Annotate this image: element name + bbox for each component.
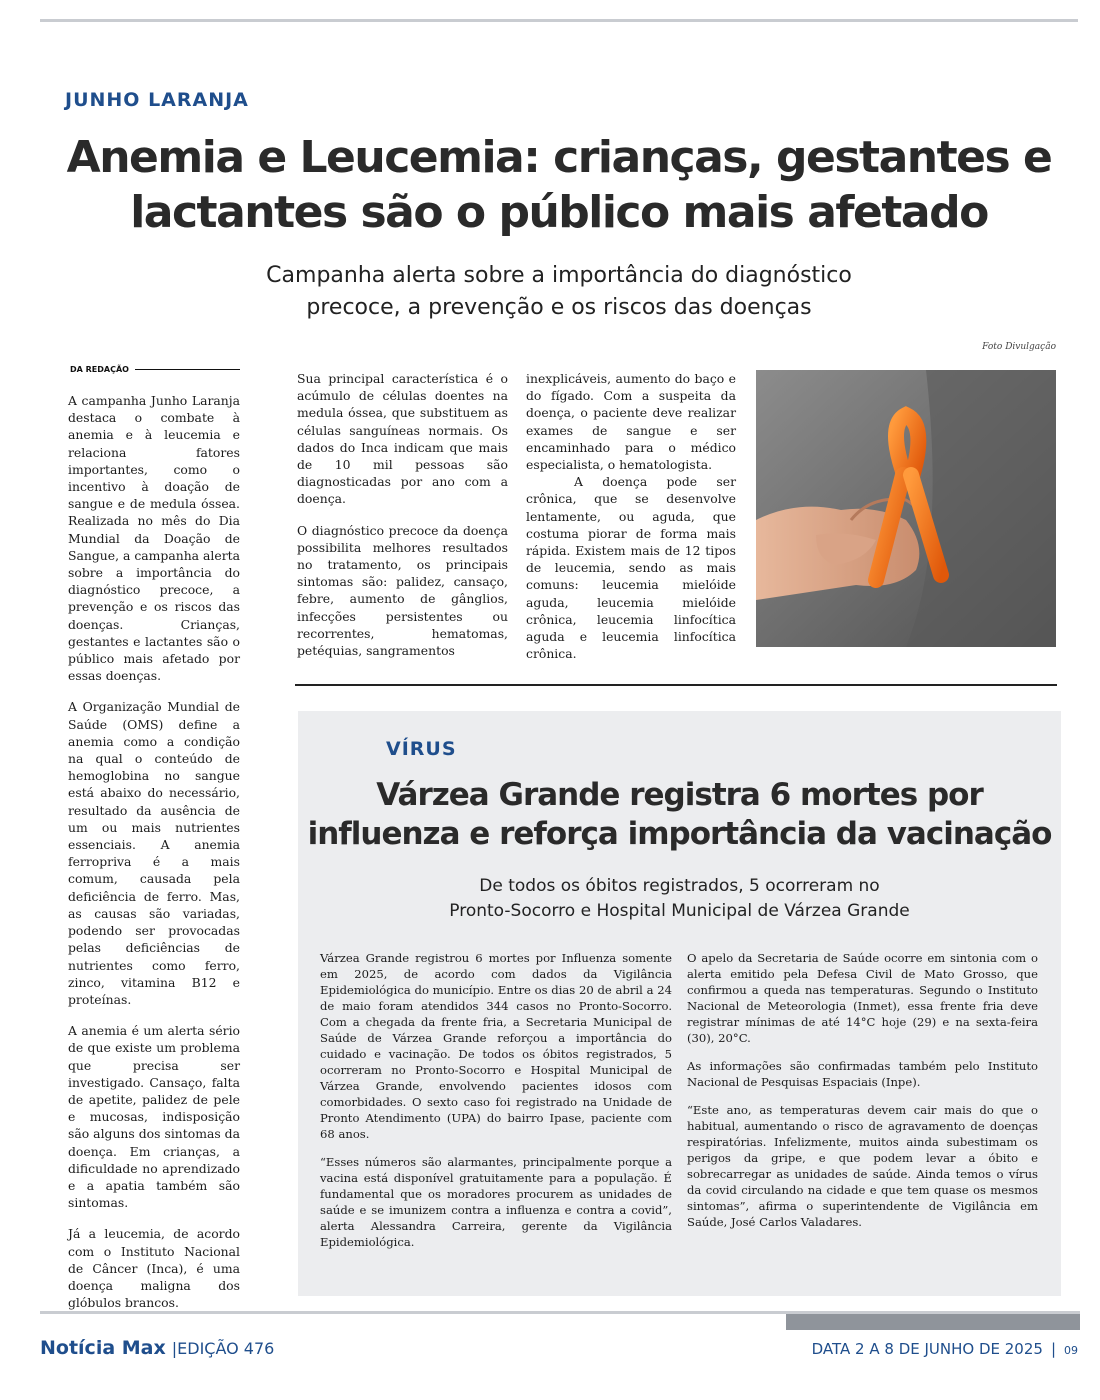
ribbon-photo: [756, 370, 1056, 647]
article-column-2: [297, 370, 508, 673]
paragraph: O apelo da Secretaria de Saúde ocorre em sintonia com o alerta emitido pela Defesa Civil de Mato Grosso, que confirmou a queda nas temperaturas. Segundo o Instituto Nacional de Meteorologia (Inmet), essa frente fria deve registrar mínimas de até 14°C hoje (29) e na sexta-feira (30), 20°C.: [687, 951, 1038, 1045]
article-headline: [40, 130, 1078, 240]
footer-brand: Notícia Max: [40, 1337, 166, 1359]
paragraph: Já a leucemia, de acordo com o Instituto Nacional de Câncer (Inca), é uma doença maligna dos glóbulos brancos.: [68, 1226, 240, 1311]
page-number: 09: [1064, 1344, 1078, 1357]
article-deck: [40, 260, 1078, 324]
paragraph: “Esses números são alarmantes, principalmente porque a vacina está disponível gratuitamente para a população. É fundamental que os moradores procurem as unidades de saúde e se imunizem contra a influenza e contra a covid”, alerta Alessandra Carreira, gerente da Vigilância Epidemiológica.: [320, 1155, 672, 1249]
paragraph: O diagnóstico precoce da doença possibilita melhores resultados no tratamento, os principais sintomas são: palidez, cansaço, febre, aumento de gânglios, infecções persistentes ou recorrentes, hematomas, petéquias, sangramentos: [297, 522, 508, 659]
headline-line: influenza e reforça importância da vacinação: [307, 816, 1052, 852]
section-separator: [295, 684, 1057, 686]
headline-line: lactantes são o público mais afetado: [130, 187, 988, 238]
article-column-1: [68, 392, 240, 1325]
deck-line: Pronto-Socorro e Hospital Municipal de Várzea Grande: [449, 901, 910, 921]
paragraph: A doença pode ser crônica, que se desenvolve lentamente, ou aguda, que costuma piorar de forma mais rápida. Existem mais de 12 tipos de leucemia, sendo as mais comuns: leucemia mielóide aguda, leucemia mielóide crônica, leucemia linfocítica aguda e leucemia linfocítica crônica.: [526, 474, 736, 662]
byline-text: DA REDAÇÃO: [70, 365, 129, 374]
paragraph: Várzea Grande registrou 6 mortes por Influenza somente em 2025, de acordo com dados da Vigilância Epidemiológica do município. Entre os dias 20 de abril a 24 de maio foram atendidos 344 casos no Pronto-Socorro. Com a chegada da frente fria, a Secretaria Municipal de Saúde de Várzea Grande reforçou a importância do cuidado e vacinação. De todos os óbitos registrados, 5 ocorreram no Pronto-Socorro e Hospital Municipal de Várzea Grande, envolvendo pacientes idosos com comorbidades. O sexto caso foi registrado na Unidade de Pronto Atendimento (UPA) do bairro Ipase, paciente com 68 anos.: [320, 951, 672, 1141]
deck-line: precoce, a prevenção e os riscos das doenças: [306, 295, 812, 320]
article-column-3: [526, 370, 736, 676]
virus-column-1: [320, 950, 672, 1262]
footer-divider: |: [1050, 1340, 1056, 1358]
paragraph: A anemia é um alerta sério de que existe um problema que precisa ser investigado. Cansaço, falta de apetite, palidez de pele e mucosas, indisposição são alguns dos sintomas da doença. Em crianças, a dificuldade no aprendizado e a apatia também são sintomas.: [68, 1023, 240, 1211]
photo-credit: Foto Divulgação: [982, 342, 1056, 352]
byline-rule: [135, 369, 240, 370]
paragraph: As informações são confirmadas também pelo Instituto Nacional de Pesquisas Espaciais (Inpe).: [687, 1059, 1038, 1089]
footer-dateline: [812, 1340, 1078, 1358]
paragraph: “Este ano, as temperaturas devem cair mais do que o habitual, aumentando o risco de agravamento de doenças respiratórias. Infelizmente, muitos ainda subestimam os perigos da gripe, e que podem levar a óbito e sobrecarregar as unidades de saúde. Ainda temos o vírus da covid circulando na cidade e que tem quase os mesmos sintomas”, afirma o superintendente de Vigilância em Saúde, José Carlos Valadares.: [687, 1103, 1038, 1229]
section-kicker: JUNHO LARANJA: [65, 89, 249, 111]
virus-headline: [298, 776, 1061, 854]
top-rule: [40, 19, 1078, 22]
virus-deck: [298, 874, 1061, 924]
headline-line: Várzea Grande registra 6 mortes por: [376, 777, 983, 813]
deck-line: Campanha alerta sobre a importância do diagnóstico: [266, 263, 852, 288]
paragraph: A campanha Junho Laranja destaca o combate à anemia e à leucemia e relaciona fatores importantes, como o incentivo à doação de sangue e de medula óssea. Realizada no mês do Dia Mundial da Doação de Sangue, a campanha alerta sobre a importância do diagnóstico precoce, a prevenção e os riscos das doenças. Crianças, gestantes e lactantes são o público mais afetado por essas doenças.: [68, 393, 240, 684]
deck-line: De todos os óbitos registrados, 5 ocorreram no: [479, 876, 880, 896]
bottom-tab: [786, 1314, 1080, 1330]
footer-date: DATA 2 A 8 DE JUNHO DE 2025: [811, 1340, 1043, 1358]
byline: [70, 365, 240, 374]
virus-kicker: VÍRUS: [386, 738, 457, 760]
footer-edition: |EDIÇÃO 476: [171, 1339, 275, 1358]
footer-masthead: [40, 1337, 274, 1359]
paragraph: inexplicáveis, aumento do baço e do fígado. Com a suspeita da doença, o paciente deve realizar exames de sangue e ser encaminhado para o médico especialista, o hematologista.: [526, 371, 736, 473]
paragraph: Sua principal característica é o acúmulo de células doentes na medula óssea, que substituem as células sanguíneas normais. Os dados do Inca indicam que mais de 10 mil pessoas são diagnosticadas por ano com a doença.: [297, 371, 508, 507]
virus-column-2: [687, 950, 1038, 1242]
headline-line: Anemia e Leucemia: crianças, gestantes e: [66, 132, 1052, 183]
paragraph: A Organização Mundial de Saúde (OMS) define a anemia como a condição na qual o conteúdo de hemoglobina no sangue está abaixo do necessário, resultado da ausência de um ou mais nutrientes essenciais. A anemia ferropriva é a mais comum, causada pela deficiência de ferro. Mas, as causas são variadas, podendo ser provocadas pelas deficiências de nutrientes como ferro, zinco, vitamina B12 e proteínas.: [68, 699, 240, 1007]
orange-ribbon-image: [756, 370, 1056, 647]
